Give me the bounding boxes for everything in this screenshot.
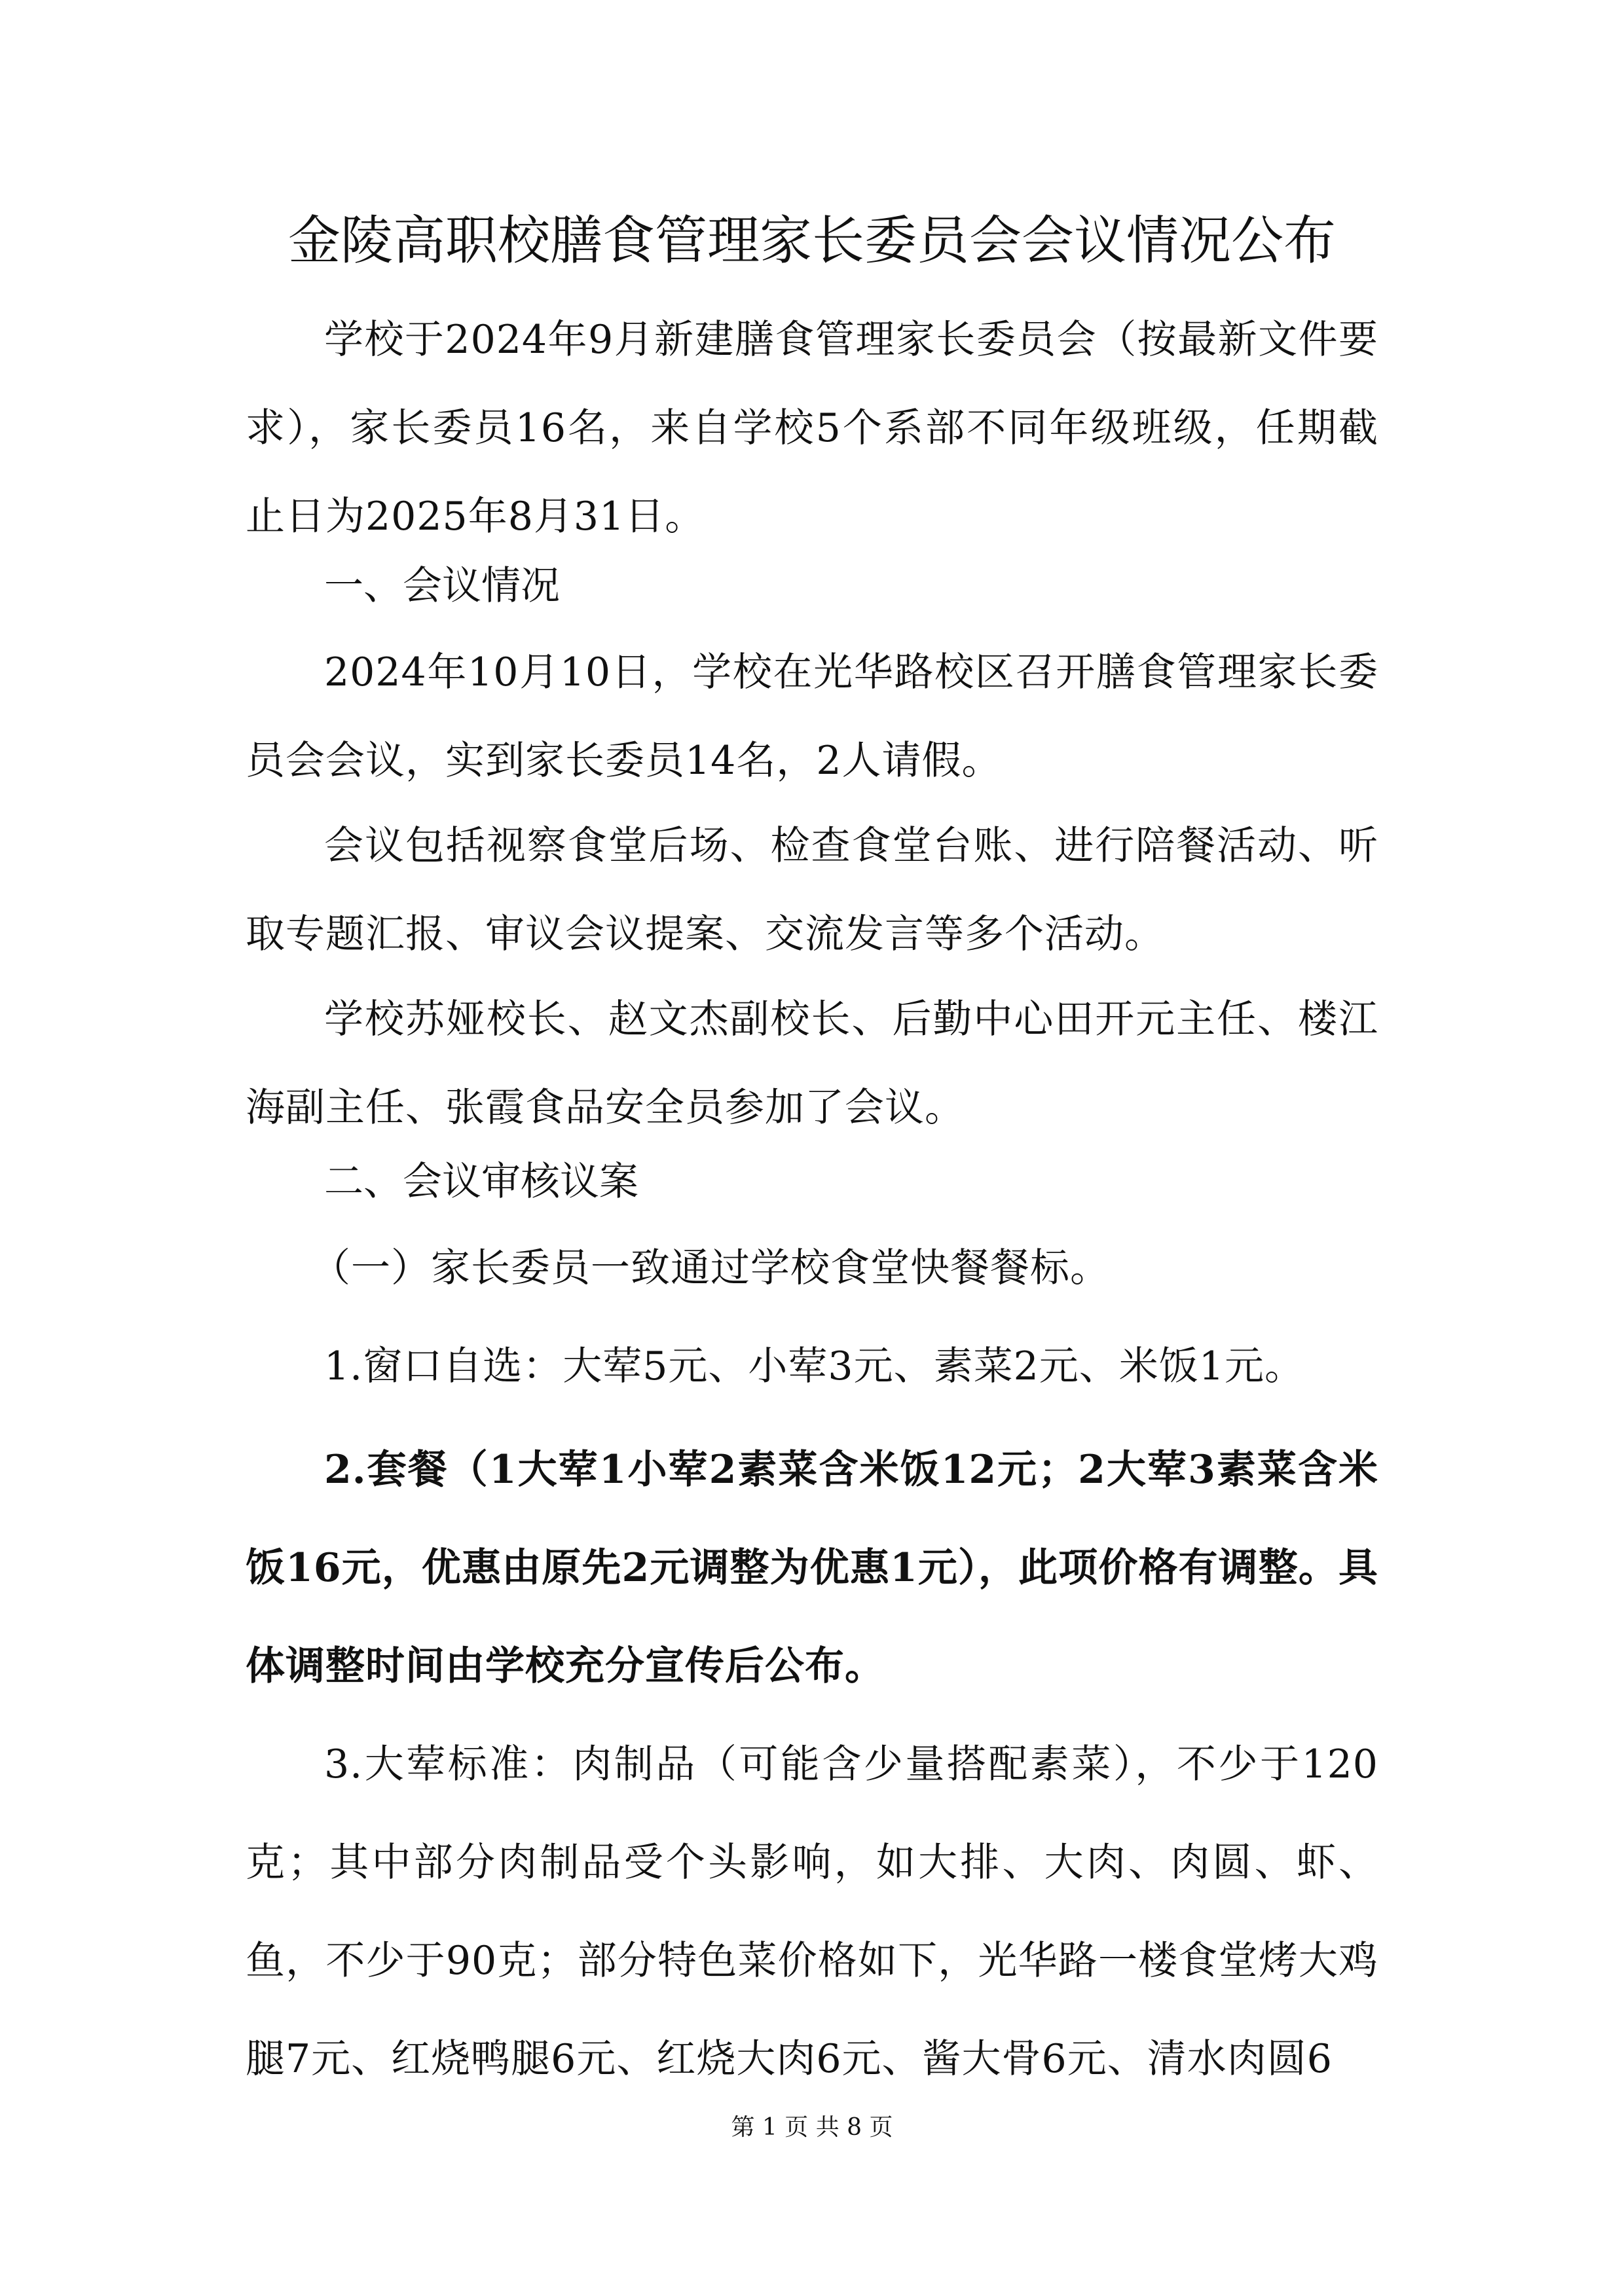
subsection-paragraph: （一）家长委员一致通过学校食堂快餐餐标。 — [311, 1245, 1110, 1291]
page-footer: 第 1 页 共 8 页 — [731, 2114, 893, 2141]
document-title: 金陵高职校膳食管理家长委员会会议情况公布 — [288, 210, 1336, 271]
intro-paragraph: 学校于2024年9月新建膳食管理家长委员会（按最新文件要求），家长委员16名，来自学校5个系部不同年级班级，任期截止日为2025年8月31日。 — [246, 317, 1378, 539]
item-window-selection: 1.窗口自选：大荤5元、小荤3元、素菜2元、米饭1元。 — [324, 1343, 1304, 1389]
meeting-activities-paragraph: 会议包括视察食堂后场、检查食堂台账、进行陪餐活动、听取专题汇报、审议会议提案、交流发言等多个活动。 — [246, 823, 1378, 957]
meeting-attendees-paragraph: 学校苏娅校长、赵文杰副校长、后勤中心田开元主任、楼江海副主任、张霞食品安全员参加了会议。 — [246, 996, 1378, 1131]
item-set-meal: 2.套餐（1大荤1小荤2素菜含米饭12元；2大荤3素菜含米饭16元，优惠由原先2元调整为优惠1元），此项价格有调整。具体调整时间由学校充分宣传后公布。 — [246, 1447, 1378, 1689]
section-heading-meeting: 一、会议情况 — [324, 563, 560, 609]
meeting-summary-paragraph: 2024年10月10日，学校在光华路校区召开膳食管理家长委员会会议，实到家长委员14名，2人请假。 — [246, 649, 1378, 784]
section-heading-proposals: 二、会议审核议案 — [324, 1159, 638, 1205]
item-large-meat-standard: 3.大荤标准：肉制品（可能含少量搭配素菜），不少于120克；其中部分肉制品受个头影响，如大排、大肉、肉圆、虾、鱼，不少于90克；部分特色菜价格如下，光华路一楼食堂烤大鸡腿7元、红烧鸭腿6元、红烧大肉6元、酱大骨6元、清水肉圆6 — [246, 1741, 1378, 2082]
